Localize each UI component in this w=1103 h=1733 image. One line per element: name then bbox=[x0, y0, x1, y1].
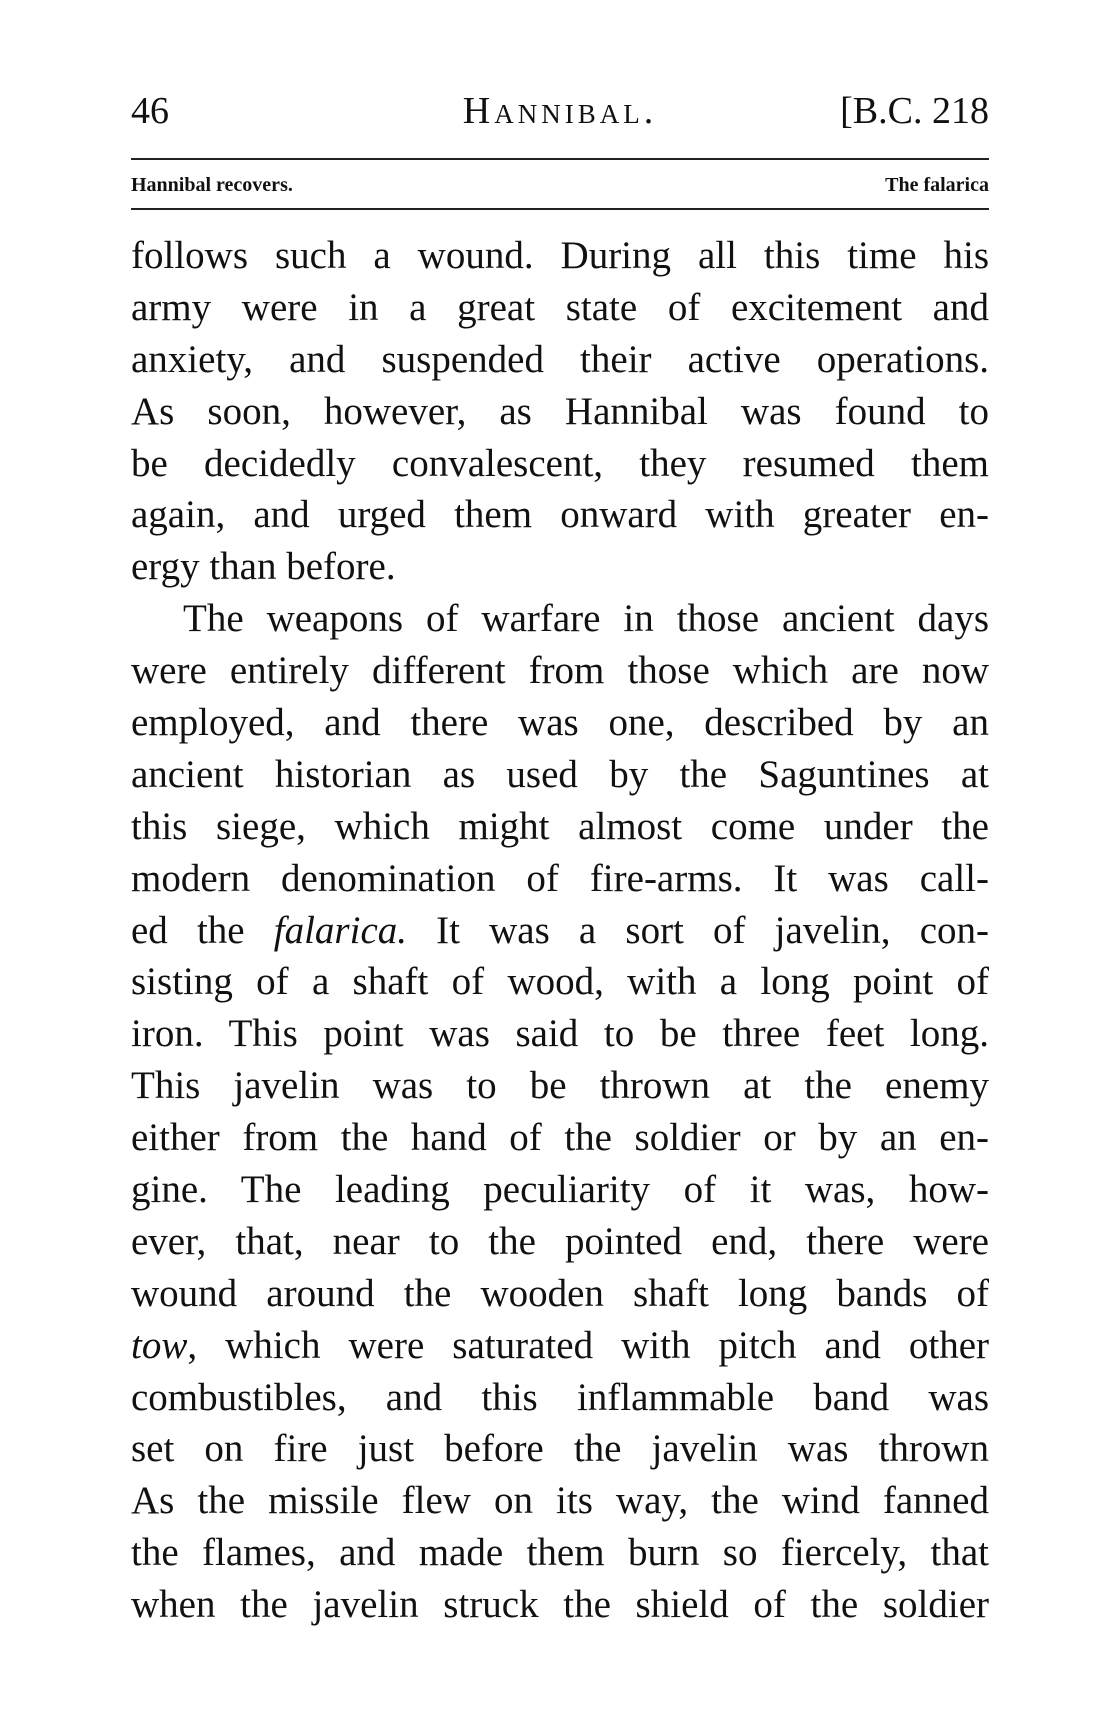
text-line bbox=[131, 905, 989, 957]
text-line: set on fire just before the javelin was thrown bbox=[131, 1427, 989, 1471]
text-line: As the missile flew on its way, the wind fanned bbox=[131, 1479, 989, 1523]
text-line: army were in a great state of excitement and bbox=[131, 285, 989, 329]
date-reference: [B.C. 218 bbox=[840, 90, 989, 132]
text-line: the flames, and made them burn so fiercely, that bbox=[131, 1531, 989, 1575]
text-segment: , which were saturated with pitch and other bbox=[187, 1323, 989, 1367]
running-head bbox=[131, 86, 989, 136]
text-line: employed, and there was one, described by an bbox=[131, 701, 989, 745]
header-rule-top bbox=[131, 158, 989, 160]
text-line: sisting of a shaft of wood, with a long point of bbox=[131, 960, 989, 1004]
text-line: iron. This point was said to be three feet long. bbox=[131, 1012, 989, 1056]
text-line: modern denomination of fire-arms. It was call- bbox=[131, 856, 989, 900]
paragraph-2 bbox=[131, 593, 989, 1631]
text-line: anxiety, and suspended their active operations. bbox=[131, 337, 989, 381]
paragraph-1 bbox=[131, 230, 989, 593]
subheader-right: The falarica bbox=[885, 174, 989, 196]
body-text bbox=[131, 230, 989, 1631]
text-line: wound around the wooden shaft long bands of bbox=[131, 1271, 989, 1315]
text-line: follows such a wound. During all this time his bbox=[131, 234, 989, 277]
text-line: be decidedly convalescent, they resumed them bbox=[131, 441, 989, 485]
text-line: when the javelin struck the shield of the soldier bbox=[131, 1583, 989, 1627]
text-line: This javelin was to be thrown at the enemy bbox=[131, 1064, 989, 1108]
text-line: The weapons of warfare in those ancient days bbox=[183, 597, 989, 641]
text-segment: ed the bbox=[131, 908, 274, 952]
italic-term: tow bbox=[131, 1323, 188, 1367]
text-line: gine. The leading peculiarity of it was, how- bbox=[131, 1168, 989, 1212]
text-line: either from the hand of the soldier or by an en- bbox=[131, 1116, 989, 1160]
text-line: combustibles, and this inflammable band was bbox=[131, 1375, 989, 1419]
text-line: ancient historian as used by the Saguntines at bbox=[131, 752, 989, 796]
italic-term: falarica. bbox=[273, 908, 408, 952]
book-title: Hannibal. bbox=[462, 90, 658, 132]
subheader-left: Hannibal recovers. bbox=[131, 174, 293, 196]
text-line: again, and urged them onward with greater en- bbox=[131, 493, 989, 537]
text-line: ever, that, near to the pointed end, there were bbox=[131, 1219, 989, 1263]
header-rule-bottom bbox=[131, 208, 989, 210]
text-line: As soon, however, as Hannibal was found to bbox=[131, 389, 989, 433]
text-line: ergy than before. bbox=[131, 545, 396, 589]
text-segment: It was a sort of javelin, con- bbox=[407, 908, 989, 952]
text-line: this siege, which might almost come under the bbox=[131, 804, 989, 848]
text-line bbox=[131, 1320, 989, 1372]
page-number: 46 bbox=[131, 90, 169, 132]
section-subheader bbox=[131, 170, 989, 200]
text-line: were entirely different from those which are now bbox=[131, 649, 989, 693]
